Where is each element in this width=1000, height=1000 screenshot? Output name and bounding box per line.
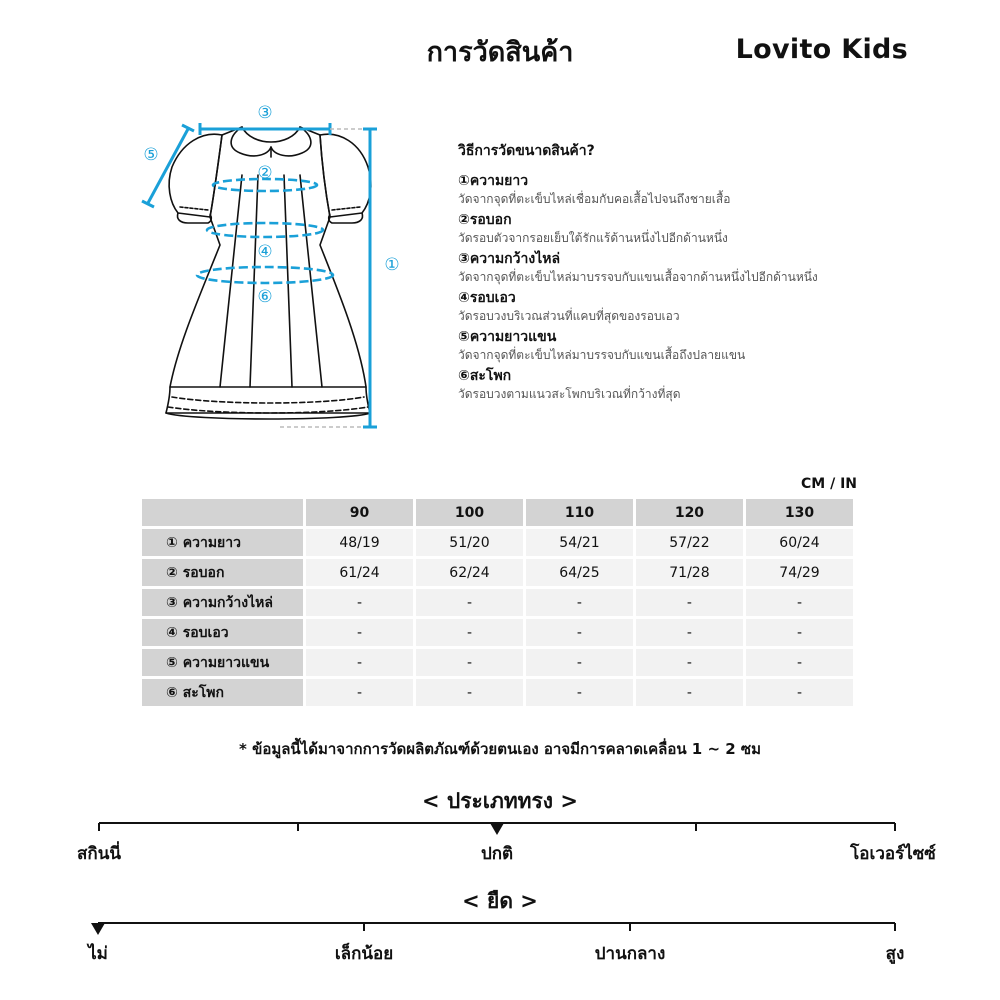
dress-measurement-diagram — [130, 95, 430, 440]
table-cell: - — [416, 589, 523, 616]
marker-sleeve-length: ⑤ — [143, 145, 159, 165]
table-cell: - — [526, 679, 633, 706]
fit-label-regular: ปกติ — [480, 844, 514, 864]
instruction-desc: วัดจากจุดที่ตะเข็บไหล่มาบรรจบกับแขนเสื้อจากด้านหนึ่งไปอีกด้านหนึ่ง — [458, 270, 818, 284]
table-row — [142, 589, 853, 616]
row-label: ① ความยาว — [142, 529, 303, 556]
table-cell: - — [746, 649, 853, 676]
table-cell: 62/24 — [416, 559, 523, 586]
fit-label-oversize: โอเวอร์ไซซ์ — [850, 844, 936, 864]
instruction-sleeve-length — [458, 328, 918, 363]
row-label: ⑤ ความยาวแขน — [142, 649, 303, 676]
marker-chest: ② — [257, 163, 273, 183]
table-cell: 57/22 — [636, 529, 743, 556]
size-header: 130 — [746, 499, 853, 526]
instructions-heading: วิธีการวัดขนาดสินค้า? — [458, 143, 595, 159]
table-cell: - — [306, 589, 413, 616]
instruction-desc: วัดรอบตัวจากรอยเย็บใต้รักแร้ด้านหนึ่งไปอีกด้านหนึ่ง — [458, 231, 728, 245]
instruction-waist — [458, 289, 918, 324]
marker-length: ① — [384, 255, 400, 275]
table-cell: - — [746, 619, 853, 646]
table-cell: - — [746, 679, 853, 706]
table-header-row — [142, 499, 853, 526]
table-cell: - — [416, 619, 523, 646]
fit-selected-marker-icon — [490, 823, 504, 835]
instruction-name: ①ความยาว — [458, 173, 529, 189]
table-cell: - — [306, 619, 413, 646]
table-cell: - — [526, 589, 633, 616]
size-header: 90 — [306, 499, 413, 526]
stretch-label-slight: เล็กน้อย — [334, 944, 394, 964]
row-label: ④ รอบเอว — [142, 619, 303, 646]
instruction-desc: วัดรอบวงบริเวณส่วนที่แคบที่สุดของรอบเอว — [458, 309, 680, 323]
table-row — [142, 679, 853, 706]
marker-shoulder-width: ③ — [257, 103, 273, 123]
size-table — [139, 496, 856, 709]
instruction-desc: วัดรอบวงตามแนวสะโพกบริเวณที่กว้างที่สุด — [458, 387, 681, 401]
hip-guide — [197, 267, 333, 283]
table-corner — [142, 499, 303, 526]
table-cell: 61/24 — [306, 559, 413, 586]
table-cell: 71/28 — [636, 559, 743, 586]
instruction-length — [458, 172, 918, 207]
table-cell: 51/20 — [416, 529, 523, 556]
instruction-name: ③ความกว้างไหล่ — [458, 251, 561, 267]
table-cell: - — [526, 619, 633, 646]
fit-scale-title: < ประเภททรง > — [422, 789, 578, 813]
row-label: ③ ความกว้างไหล่ — [142, 589, 303, 616]
table-cell: - — [636, 589, 743, 616]
table-cell: - — [416, 649, 523, 676]
stretch-label-high: สูง — [885, 944, 905, 964]
size-header: 100 — [416, 499, 523, 526]
instruction-shoulder-width — [458, 250, 918, 285]
table-cell: 64/25 — [526, 559, 633, 586]
sleeve-length-guide — [142, 125, 194, 207]
stretch-scale-title: < ยืด > — [462, 889, 538, 913]
table-cell: - — [746, 589, 853, 616]
row-label: ⑥ สะโพก — [142, 679, 303, 706]
stretch-scale — [0, 915, 1000, 945]
fit-label-skinny: สกินนี่ — [77, 844, 121, 864]
stretch-label-none: ไม่ — [88, 944, 108, 964]
instruction-name: ⑤ความยาวแขน — [458, 329, 557, 345]
brand-logo: Lovito Kids — [735, 34, 908, 65]
table-row — [142, 529, 853, 556]
table-cell: 54/21 — [526, 529, 633, 556]
table-cell: - — [306, 649, 413, 676]
table-cell: 74/29 — [746, 559, 853, 586]
table-row — [142, 559, 853, 586]
instruction-name: ⑥สะโพก — [458, 368, 512, 384]
table-cell: - — [526, 649, 633, 676]
table-cell: 48/19 — [306, 529, 413, 556]
marker-hip: ⑥ — [257, 287, 273, 307]
size-header: 110 — [526, 499, 633, 526]
table-cell: - — [416, 679, 523, 706]
table-cell: - — [636, 619, 743, 646]
table-cell: 60/24 — [746, 529, 853, 556]
instruction-name: ④รอบเอว — [458, 290, 516, 306]
measurement-note: * ข้อมูลนี้ได้มาจากการวัดผลิตภัณฑ์ด้วยตนเอง อาจมีการคลาดเคลื่อน 1 ~ 2 ซม — [239, 740, 761, 758]
instruction-chest — [458, 211, 918, 246]
instruction-name: ②รอบอก — [458, 212, 512, 228]
size-header: 120 — [636, 499, 743, 526]
unit-label: CM / IN — [801, 476, 857, 492]
stretch-label-medium: ปานกลาง — [594, 944, 666, 964]
table-row — [142, 649, 853, 676]
table-cell: - — [636, 649, 743, 676]
page-title: การวัดสินค้า — [426, 37, 574, 68]
stretch-selected-marker-icon — [91, 923, 105, 935]
measurement-instructions — [458, 140, 918, 406]
instruction-desc: วัดจากจุดที่ตะเข็บไหล่มาบรรจบกับแขนเสื้อถึงปลายแขน — [458, 348, 746, 362]
table-row — [142, 619, 853, 646]
instruction-desc: วัดจากจุดที่ตะเข็บไหล่เชื่อมกับคอเสื้อไปจนถึงชายเสื้อ — [458, 192, 731, 206]
table-cell: - — [636, 679, 743, 706]
row-label: ② รอบอก — [142, 559, 303, 586]
marker-waist: ④ — [257, 242, 273, 262]
table-cell: - — [306, 679, 413, 706]
instruction-hip — [458, 367, 918, 402]
